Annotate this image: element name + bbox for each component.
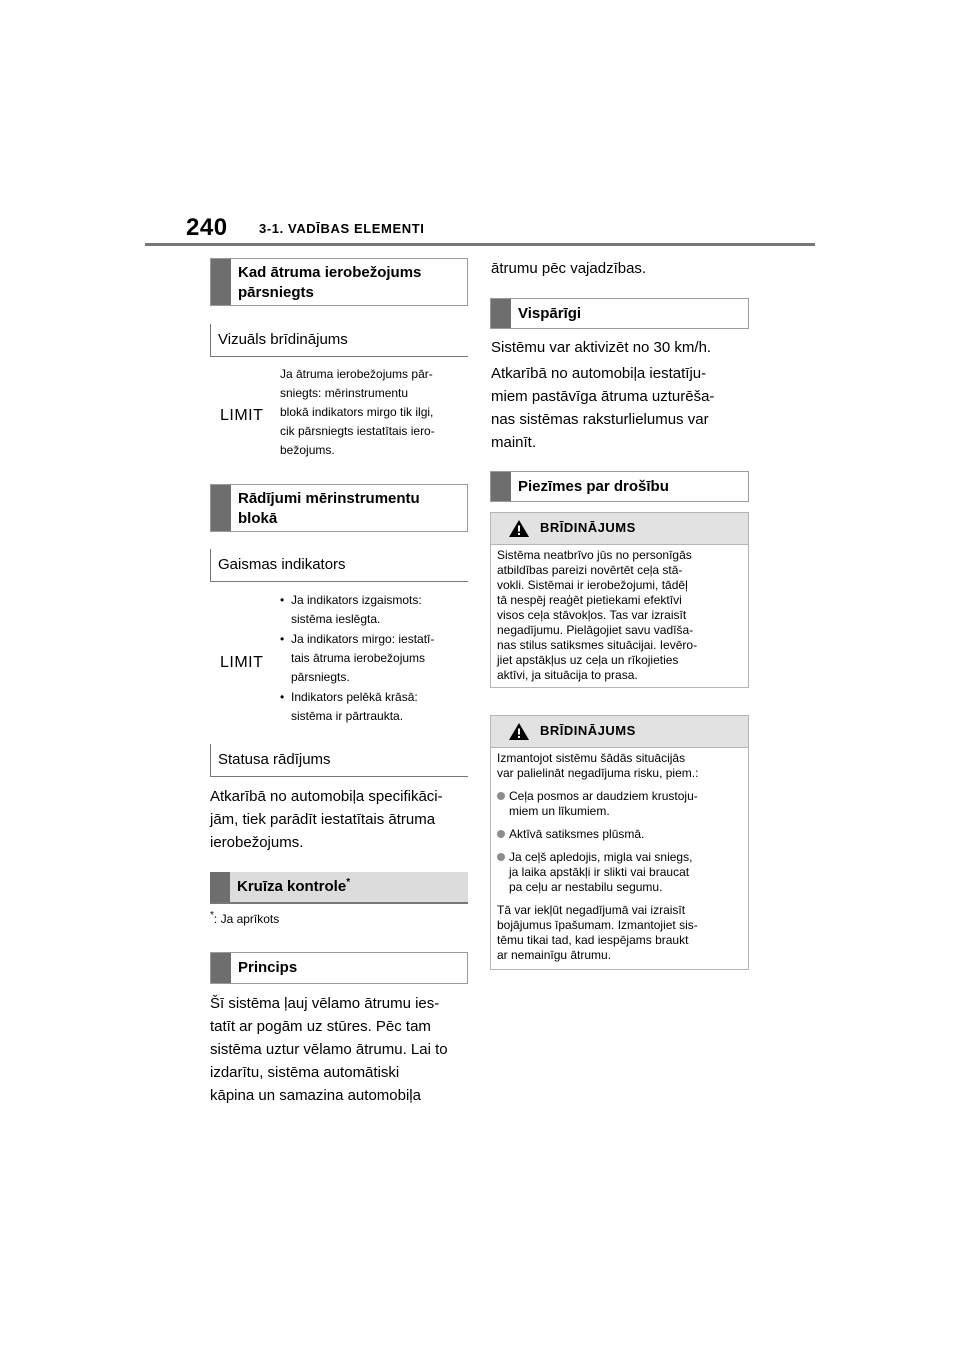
bullet-icon: •	[280, 690, 285, 704]
limit-indicator-icon: LIMIT	[220, 654, 264, 671]
bullet-icon	[497, 792, 505, 800]
subheading-visual-warning: Vizuāls brīdinājums	[210, 324, 468, 357]
heading-bar	[211, 953, 231, 983]
heading-bar	[211, 485, 231, 531]
warning-title: BRĪDINĀJUMS	[540, 520, 636, 535]
section-heading-text: Piezīmes par drošību	[518, 478, 669, 495]
section-heading-text: Rādījumi mērinstrumentu blokā	[238, 490, 420, 527]
heading-bar	[210, 872, 230, 902]
section-heading-cluster-display	[210, 484, 468, 532]
section-heading-text: Vispārīgi	[518, 305, 582, 322]
general-paragraph-settings: Atkarībā no automobiļa iestatīju- miem pastāvīga ātruma uzturēša- nas sistēmas raksturlielumus var mainīt.	[491, 365, 715, 451]
warning-title: BRĪDINĀJUMS	[540, 723, 636, 738]
bullet-icon	[497, 830, 505, 838]
optional-equipment-mark: *	[346, 877, 351, 888]
bullet-icon: •	[280, 593, 285, 607]
section-heading-cruise-control	[210, 872, 468, 904]
heading-bar	[211, 259, 231, 305]
general-paragraph-activation: Sistēmu var aktivizēt no 30 km/h.	[491, 339, 712, 356]
warning-triangle-icon	[508, 519, 530, 538]
list-item: Ceļa posmos ar daudziem krustoju- miem un līkumiem.	[497, 789, 742, 819]
warning-triangle-icon	[508, 722, 530, 741]
section-heading-text: Kruīza kontrole	[237, 878, 347, 895]
chapter-title: 3-1. VADĪBAS ELEMENTI	[259, 221, 425, 236]
warning-box	[490, 715, 749, 970]
warning-header	[491, 716, 748, 748]
section-heading-text: Princips	[238, 959, 298, 976]
warning-body: Sistēma neatbrīvo jūs no personīgās atbildības pareizi novērtēt ceļa stā- vokli. Sistēmai ir ierobežojumi, tādēļ tā nespēj reaģēt pietiekami efektīvi visos ceļa stāvokļos. Tas var izraisīt negadījumu. Pielāgojiet savu vadīša- nas stilus satiksmes situācijai. Ievēro- jiet apstākļus uz ceļa un rīkojieties aktīvi, ja situācija to prasa.	[497, 548, 698, 682]
visual-warning-description: Ja ātruma ierobežojums pār- sniegts: mērinstrumentu blokā indikators mirgo tik ilgi, cik pārsniegts iestatītais iero- bežojums.	[280, 367, 435, 457]
list-item: Aktīvā satiksmes plūsmā.	[497, 827, 742, 842]
limit-indicator-icon: LIMIT	[220, 407, 264, 424]
warning-intro: Izmantojot sistēmu šādās situācijās var palielināt negadījuma risku, piem.:	[497, 751, 699, 780]
bullet-icon	[497, 853, 505, 861]
status-paragraph: Atkarībā no automobiļa specifikāci- jām, tiek parādīt iestatītais ātruma ierobežojums.	[210, 788, 443, 851]
section-heading-text: Kad ātruma ierobežojums pārsniegts	[238, 264, 422, 301]
header-rule	[145, 243, 815, 246]
bullet-icon: •	[280, 632, 285, 646]
heading-bar	[491, 299, 511, 328]
footnote: *: Ja aprīkots	[210, 910, 280, 926]
section-heading-principle	[210, 952, 468, 984]
list-item: Ja ceļš apledojis, migla vai sniegs, ja laika apstākļi ir slikti vai braucat pa ceļu ar nestabilu segumu.	[497, 850, 742, 895]
principle-paragraph: Šī sistēma ļauj vēlamo ātrumu ies- tatīt ar pogām uz stūres. Pēc tam sistēma uztur vēlamo ātrumu. Lai to izdarītu, sistēma automātiski kāpina un samazina automobiļa	[210, 995, 448, 1104]
subheading-status-display: Statusa rādījums	[210, 744, 468, 777]
subheading-indicator-light: Gaismas indikators	[210, 549, 468, 582]
warning-body	[491, 748, 748, 969]
section-heading-safety-notes	[490, 471, 749, 502]
section-heading-speed-limit-exceeded	[210, 258, 468, 306]
heading-bar	[491, 472, 511, 501]
section-heading-general	[490, 298, 749, 329]
warning-outro: Tā var iekļūt negadījumā vai izraisīt bojājumus īpašumam. Izmantojiet sis- tēmu tikai tad, kad iespējams braukt ar nemainīgu ātrumu.	[497, 903, 698, 962]
warning-box	[490, 512, 749, 688]
continuation-text: ātrumu pēc vajadzības.	[491, 260, 647, 277]
page-number: 240	[186, 214, 228, 241]
warning-header	[491, 513, 748, 545]
